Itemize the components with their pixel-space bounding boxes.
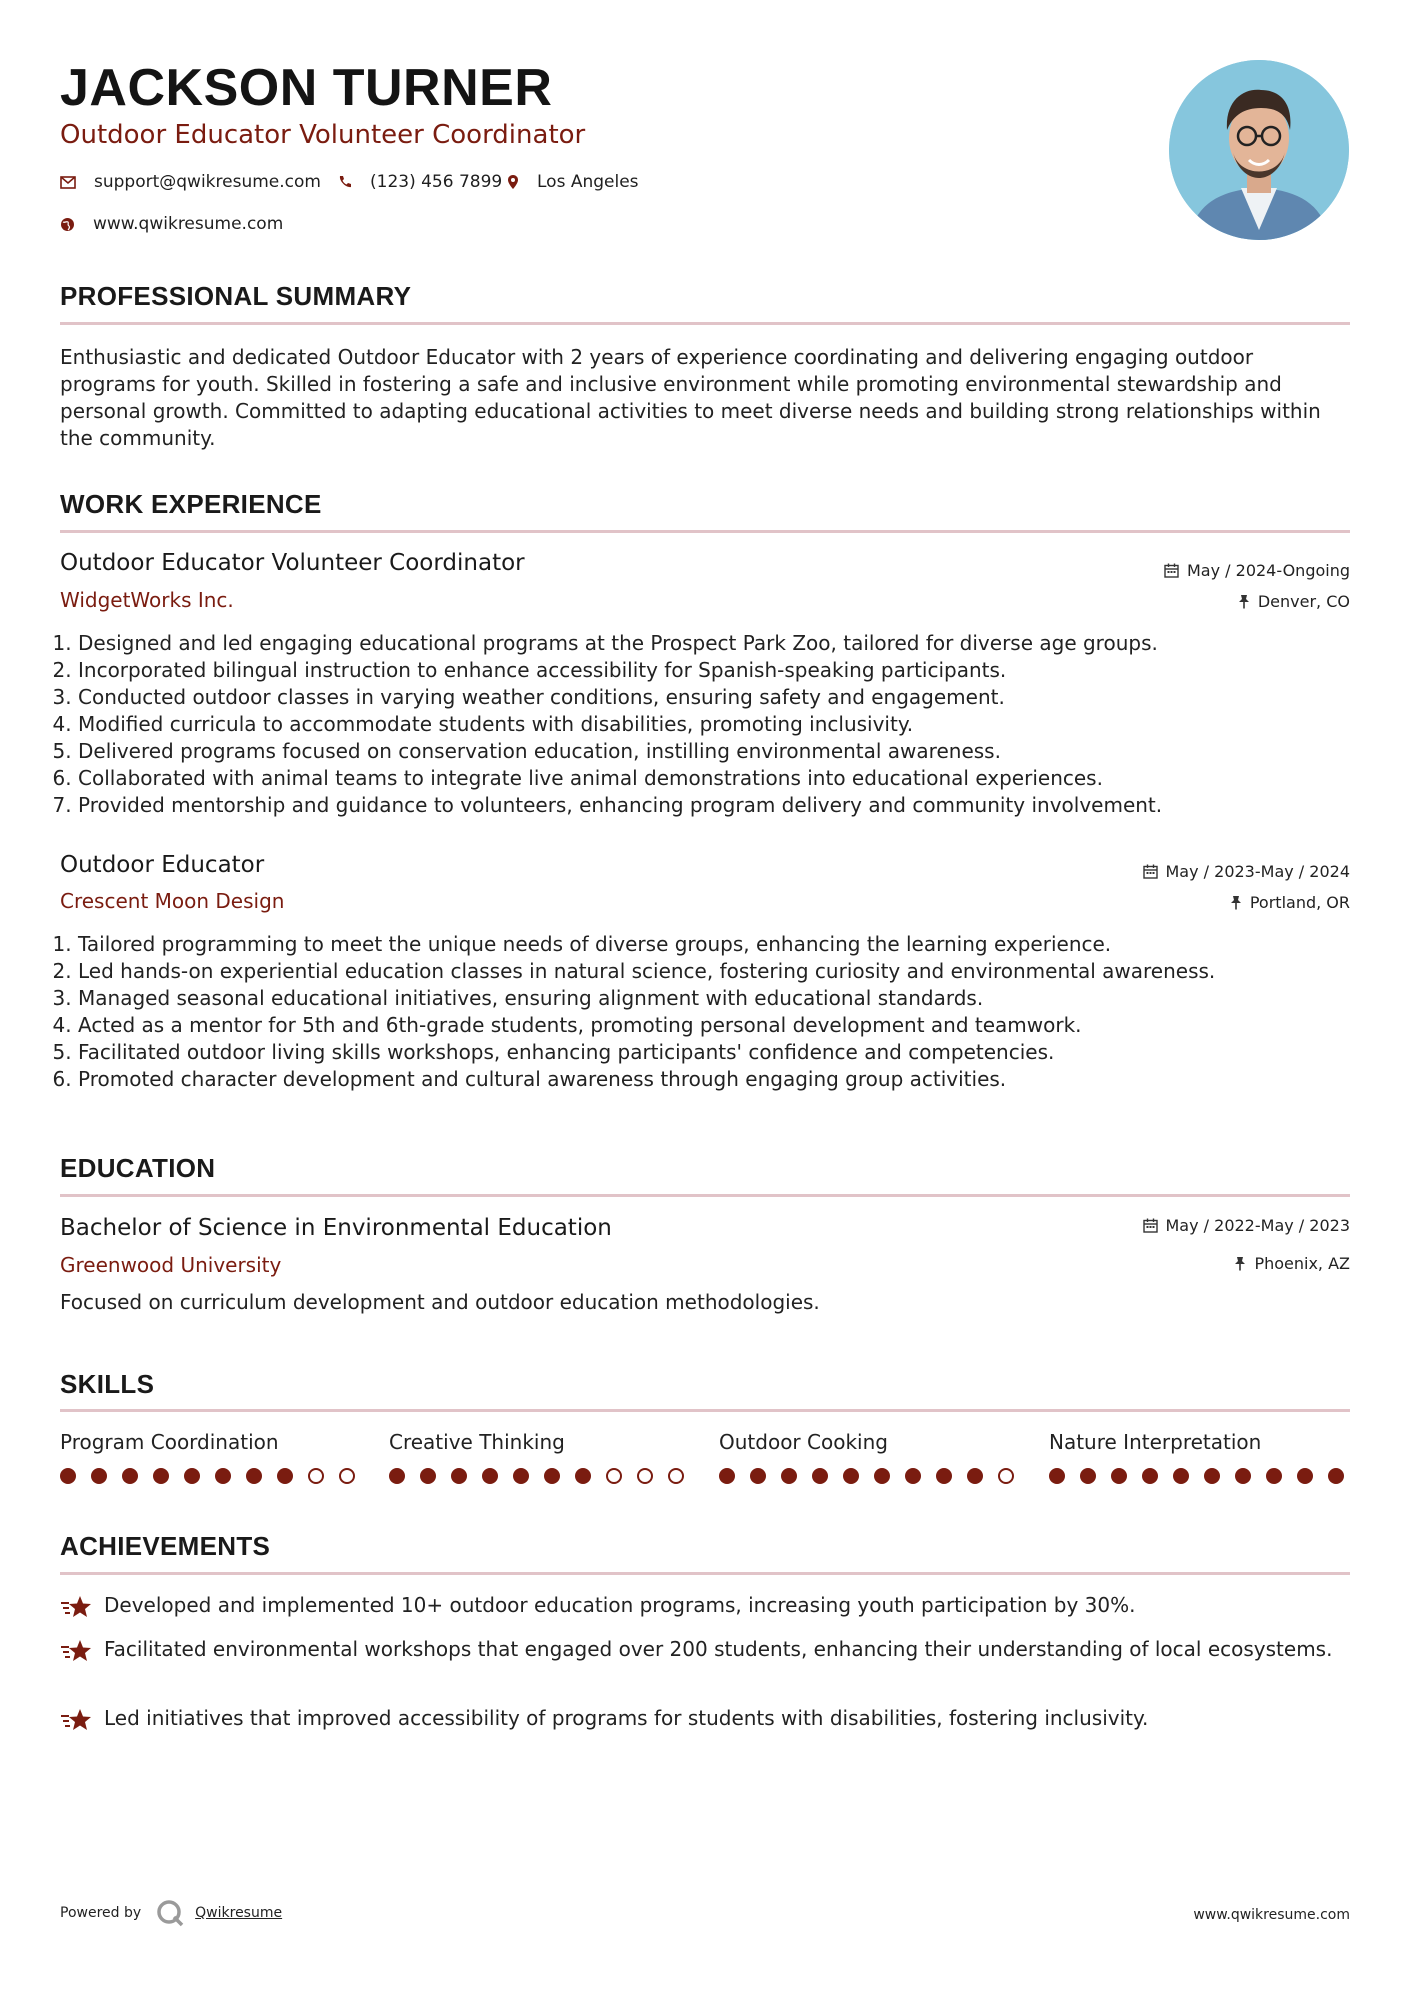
globe-icon [60,217,75,232]
education-location [1234,1254,1350,1273]
rating-dot-filled [184,1468,200,1484]
skill-label: Program Coordination [60,1430,279,1454]
list-item: 2. Incorporated bilingual instruction to enhance accessibility for Spanish-speaking participants. [78,657,1368,684]
phone-icon [338,175,352,189]
rating-dot-filled [1235,1468,1251,1484]
list-item: 7. Provided mentorship and guidance to volunteers, enhancing program delivery and community involvement. [78,792,1368,819]
job-dates [1143,862,1351,881]
powered-by-label: Powered by [60,1905,142,1921]
location-contact [507,172,639,192]
rating-dot-empty [998,1468,1014,1484]
education-dates-text: May / 2022-May / 2023 [1165,1216,1350,1235]
rating-dot-filled [781,1468,797,1484]
qwikresume-logo-icon [155,1898,185,1928]
map-pin-icon [507,174,519,190]
calendar-icon [1164,563,1179,578]
skill-item [389,1430,689,1454]
job-bullet-list [60,931,1368,1093]
website-contact[interactable] [60,214,283,234]
skill-label: Nature Interpretation [1049,1430,1262,1454]
rating-dot-filled [277,1468,293,1484]
email-contact[interactable] [60,172,321,192]
job-dates-text: May / 2024-Ongoing [1187,561,1350,580]
rating-dot-filled [482,1468,498,1484]
rating-dot-filled [1204,1468,1220,1484]
email-text: support@qwikresume.com [94,172,321,192]
rating-dot-filled [967,1468,983,1484]
job-location [1230,893,1350,912]
phone-text: (123) 456 7899 [370,172,503,192]
rating-dot-filled [750,1468,766,1484]
summary-divider [60,322,1350,325]
star-icon [60,1638,92,1664]
profile-photo [1169,60,1349,240]
candidate-name: JACKSON TURNER [60,59,553,117]
school-name: Greenwood University [60,1253,282,1277]
rating-dot-empty [668,1468,684,1484]
achievement-text: Developed and implemented 10+ outdoor education programs, increasing youth participation by 30%. [104,1593,1136,1617]
rating-dot-filled [420,1468,436,1484]
rating-dot-filled [812,1468,828,1484]
calendar-icon [1143,864,1158,879]
rating-dot-filled [874,1468,890,1484]
rating-dot-filled [246,1468,262,1484]
list-item: 3. Conducted outdoor classes in varying weather conditions, ensuring safety and engagement. [78,684,1368,711]
education-heading: EDUCATION [60,1153,216,1183]
skill-label: Creative Thinking [389,1430,565,1454]
job-title: Outdoor Educator [60,852,265,878]
pushpin-icon [1234,1256,1246,1271]
brand-link[interactable]: Qwikresume [195,1905,283,1921]
rating-dot-filled [1173,1468,1189,1484]
rating-dot-filled [544,1468,560,1484]
rating-dot-filled [719,1468,735,1484]
degree-title: Bachelor of Science in Environmental Education [60,1215,612,1241]
list-item: 1. Designed and led engaging educational programs at the Prospect Park Zoo, tailored for diverse age groups. [78,630,1368,657]
list-item: 5. Delivered programs focused on conservation education, instilling environmental awareness. [78,738,1368,765]
list-item: 4. Modified curricula to accommodate students with disabilities, promoting inclusivity. [78,711,1368,738]
rating-dot-filled [1142,1468,1158,1484]
list-item: 4. Acted as a mentor for 5th and 6th-grade students, promoting personal development and teamwork. [78,1012,1368,1039]
rating-dot-empty [606,1468,622,1484]
job-location [1238,592,1350,611]
footer-powered-by [60,1898,282,1928]
skill-rating [60,1468,370,1484]
candidate-role: Outdoor Educator Volunteer Coordinator [60,120,586,150]
skill-item [719,1430,1019,1454]
achievements-divider [60,1572,1350,1575]
skill-item [1049,1430,1349,1454]
rating-dot-filled [575,1468,591,1484]
skills-divider [60,1409,1350,1412]
job-location-text: Denver, CO [1257,592,1350,611]
experience-divider [60,530,1350,533]
pushpin-icon [1230,895,1242,910]
calendar-icon [1143,1218,1158,1233]
achievement-item [60,1636,1350,1664]
skill-rating [719,1468,1029,1484]
footer-website[interactable]: www.qwikresume.com [1193,1907,1350,1923]
rating-dot-filled [936,1468,952,1484]
envelope-icon [60,176,76,189]
job-bullet-list [60,630,1368,819]
list-item: 3. Managed seasonal educational initiatives, ensuring alignment with educational standards. [78,985,1368,1012]
rating-dot-filled [1266,1468,1282,1484]
job-dates [1164,561,1350,580]
list-item: 5. Facilitated outdoor living skills workshops, enhancing participants' confidence and competencies. [78,1039,1368,1066]
list-item: 6. Collaborated with animal teams to integrate live animal demonstrations into educational experiences. [78,765,1368,792]
list-item: 2. Led hands-on experiential education classes in natural science, fostering curiosity and environmental awareness. [78,958,1368,985]
rating-dot-filled [153,1468,169,1484]
skill-label: Outdoor Cooking [719,1430,888,1454]
job-title: Outdoor Educator Volunteer Coordinator [60,550,525,576]
achievement-item [60,1705,1350,1733]
rating-dot-filled [905,1468,921,1484]
rating-dot-filled [215,1468,231,1484]
list-item: 6. Promoted character development and cultural awareness through engaging group activities. [78,1066,1368,1093]
pushpin-icon [1238,594,1250,609]
star-icon [60,1707,92,1733]
company-name: WidgetWorks Inc. [60,588,234,612]
rating-dot-filled [1049,1468,1065,1484]
education-description: Focused on curriculum development and outdoor education methodologies. [60,1290,820,1314]
location-text: Los Angeles [537,172,639,192]
skills-heading: SKILLS [60,1369,155,1399]
skill-item [60,1430,360,1454]
rating-dot-filled [60,1468,76,1484]
summary-heading: PROFESSIONAL SUMMARY [60,281,412,311]
experience-heading: WORK EXPERIENCE [60,489,322,519]
list-item: 1. Tailored programming to meet the unique needs of diverse groups, enhancing the learning experience. [78,931,1368,958]
star-icon [60,1594,92,1620]
summary-text: Enthusiastic and dedicated Outdoor Educator with 2 years of experience coordinating and delivering engaging outdoor programs for youth. Skilled in fostering a safe and inclusive environment while promoting environmental stewardship and personal growth. Committed to adapting educational activities to meet diverse needs and building strong relationships within the community. [60,345,1321,450]
education-location-text: Phoenix, AZ [1254,1254,1350,1273]
rating-dot-filled [1328,1468,1344,1484]
rating-dot-empty [308,1468,324,1484]
achievements-heading: ACHIEVEMENTS [60,1531,271,1561]
job-location-text: Portland, OR [1249,893,1350,912]
rating-dot-empty [637,1468,653,1484]
achievement-item [60,1592,1350,1620]
company-name: Crescent Moon Design [60,889,285,913]
phone-contact[interactable] [338,172,502,192]
skill-rating [389,1468,699,1484]
rating-dot-filled [1297,1468,1313,1484]
education-dates [1143,1216,1351,1235]
rating-dot-filled [91,1468,107,1484]
achievement-text: Led initiatives that improved accessibility of programs for students with disabilities, fostering inclusivity. [104,1706,1149,1730]
rating-dot-filled [1080,1468,1096,1484]
rating-dot-filled [451,1468,467,1484]
rating-dot-filled [1111,1468,1127,1484]
rating-dot-filled [513,1468,529,1484]
rating-dot-filled [389,1468,405,1484]
rating-dot-filled [843,1468,859,1484]
achievement-text: Facilitated environmental workshops that engaged over 200 students, enhancing their understanding of local ecosystems. [104,1637,1333,1661]
education-divider [60,1194,1350,1197]
job-dates-text: May / 2023-May / 2024 [1165,862,1350,881]
skill-rating [1049,1468,1359,1484]
website-text: www.qwikresume.com [93,214,284,234]
rating-dot-filled [122,1468,138,1484]
rating-dot-empty [339,1468,355,1484]
